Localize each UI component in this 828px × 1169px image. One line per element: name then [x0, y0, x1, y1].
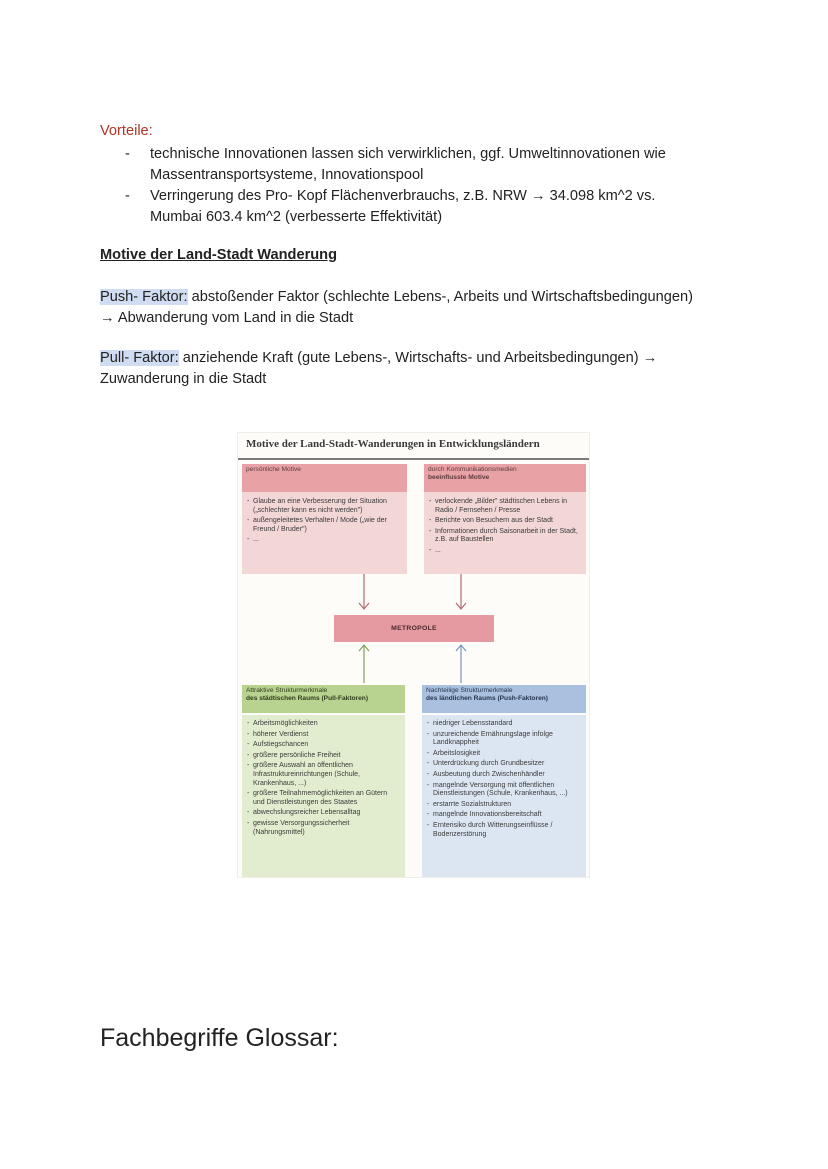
box-push-factors [422, 715, 586, 877]
glossar-heading: Fachbegriffe Glossar: [100, 1024, 339, 1052]
box-header-push: Nachteilige Strukturmerkmale des ländlichen Raums (Push-Faktoren) [422, 685, 586, 713]
pull-term: Pull- Faktor: [100, 350, 179, 366]
list-item: - mangelnde Versorgung mit öffentlichen Dienstleistungen (Schule, Krankenhaus, ...) [427, 782, 581, 799]
list-item: - außengeleitetes Verhalten / Mode („wie der Freund / Bruder") [247, 517, 402, 534]
list-item: - höherer Verdienst [247, 731, 400, 740]
list-dash: - [125, 188, 130, 204]
list-item: - Ausbeutung durch Zwischenhändler [427, 771, 581, 780]
list-item: - unzureichende Ernährungslage infolge Landknappheit [427, 731, 581, 748]
list-item: - Informationen durch Saisonarbeit in der Stadt, z.B. auf Baustellen [429, 528, 581, 545]
vorteile-title: Vorteile: [100, 123, 153, 139]
box-header-pull: Attraktive Strukturmerkmale des städtischen Raums (Pull-Faktoren) [242, 685, 405, 713]
figure-title: Motive der Land-Stadt-Wanderungen in Entwicklungsländern [246, 438, 540, 450]
list-item: - Arbeitsmöglichkeiten [247, 720, 400, 729]
section-heading-motive: Motive der Land-Stadt Wanderung [100, 247, 338, 263]
list-item: - niedriger Lebensstandard [427, 720, 581, 729]
list-item: - größere Teilnahmemöglichkeiten an Gütern und Dienstleistungen des Staates [247, 790, 400, 807]
list-item: - Glaube an eine Verbesserung der Situation („schlechter kann es nicht werden") [247, 498, 402, 515]
list-item: - gewisse Versorgungssicherheit (Nahrungsmittel) [247, 820, 400, 837]
list-item: - abwechslungsreicher Lebensalltag [247, 809, 400, 818]
list-item: - größere persönliche Freiheit [247, 752, 400, 761]
list-item: - ... [247, 536, 402, 545]
box-header-media: durch Kommunikationsmedien beeinflusste Motive [424, 464, 586, 492]
arrow-down-left-icon [359, 574, 369, 609]
list-item: - Ernterisiko durch Witterungseinflüsse / Bodenzerstörung [427, 822, 581, 839]
metropole-box: METROPOLE [334, 615, 494, 642]
list-item: - erstarrte Sozialstrukturen [427, 801, 581, 810]
push-term: Push- Faktor: [100, 289, 188, 305]
list-item: - größere Auswahl an öffentlichen Infrastruktureinrichtungen (Schule, Krankenhaus, ...) [247, 762, 400, 788]
motive-figure [238, 433, 589, 877]
box-header-personal: persönliche Motive [242, 464, 407, 492]
list-item: - technische Innovationen lassen sich verwirklichen, ggf. Umweltinnovationen wie Massentransportsysteme, Innovationspool [125, 146, 666, 183]
arrow-up-right-icon [456, 645, 466, 683]
list-item: - verlockende „Bilder" städtischen Lebens in Radio / Fernsehen / Presse [429, 498, 581, 515]
pull-paragraph: Pull- Faktor: anziehende Kraft (gute Lebens-, Wirtschafts- und Arbeitsbedingungen) → Zuwanderung in die Stadt [100, 350, 658, 387]
box-pull-factors [242, 715, 405, 877]
arrow-up-left-icon [359, 645, 369, 683]
push-paragraph: Push- Faktor: abstoßender Faktor (schlechte Lebens-, Arbeits und Wirtschaftsbedingungen) → Abwanderung vom Land in die Stadt [100, 289, 693, 326]
list-item: - Verringerung des Pro- Kopf Flächenverbrauchs, z.B. NRW → 34.098 km^2 vs. Mumbai 603.4 km^2 (verbesserte Effektivität) [125, 188, 656, 225]
list-item: - Unterdrückung durch Grundbesitzer [427, 760, 581, 769]
vorteile-list [100, 144, 740, 228]
list-item: - mangelnde Innovationsbereitschaft [427, 811, 581, 820]
list-item: - Aufstiegschancen [247, 741, 400, 750]
list-dash: - [125, 146, 130, 162]
arrow-down-right-icon [456, 574, 466, 609]
list-item: - ... [429, 547, 581, 556]
list-item: - Arbeitslosigkeit [427, 750, 581, 759]
list-item: - Berichte von Besuchern aus der Stadt [429, 517, 581, 526]
